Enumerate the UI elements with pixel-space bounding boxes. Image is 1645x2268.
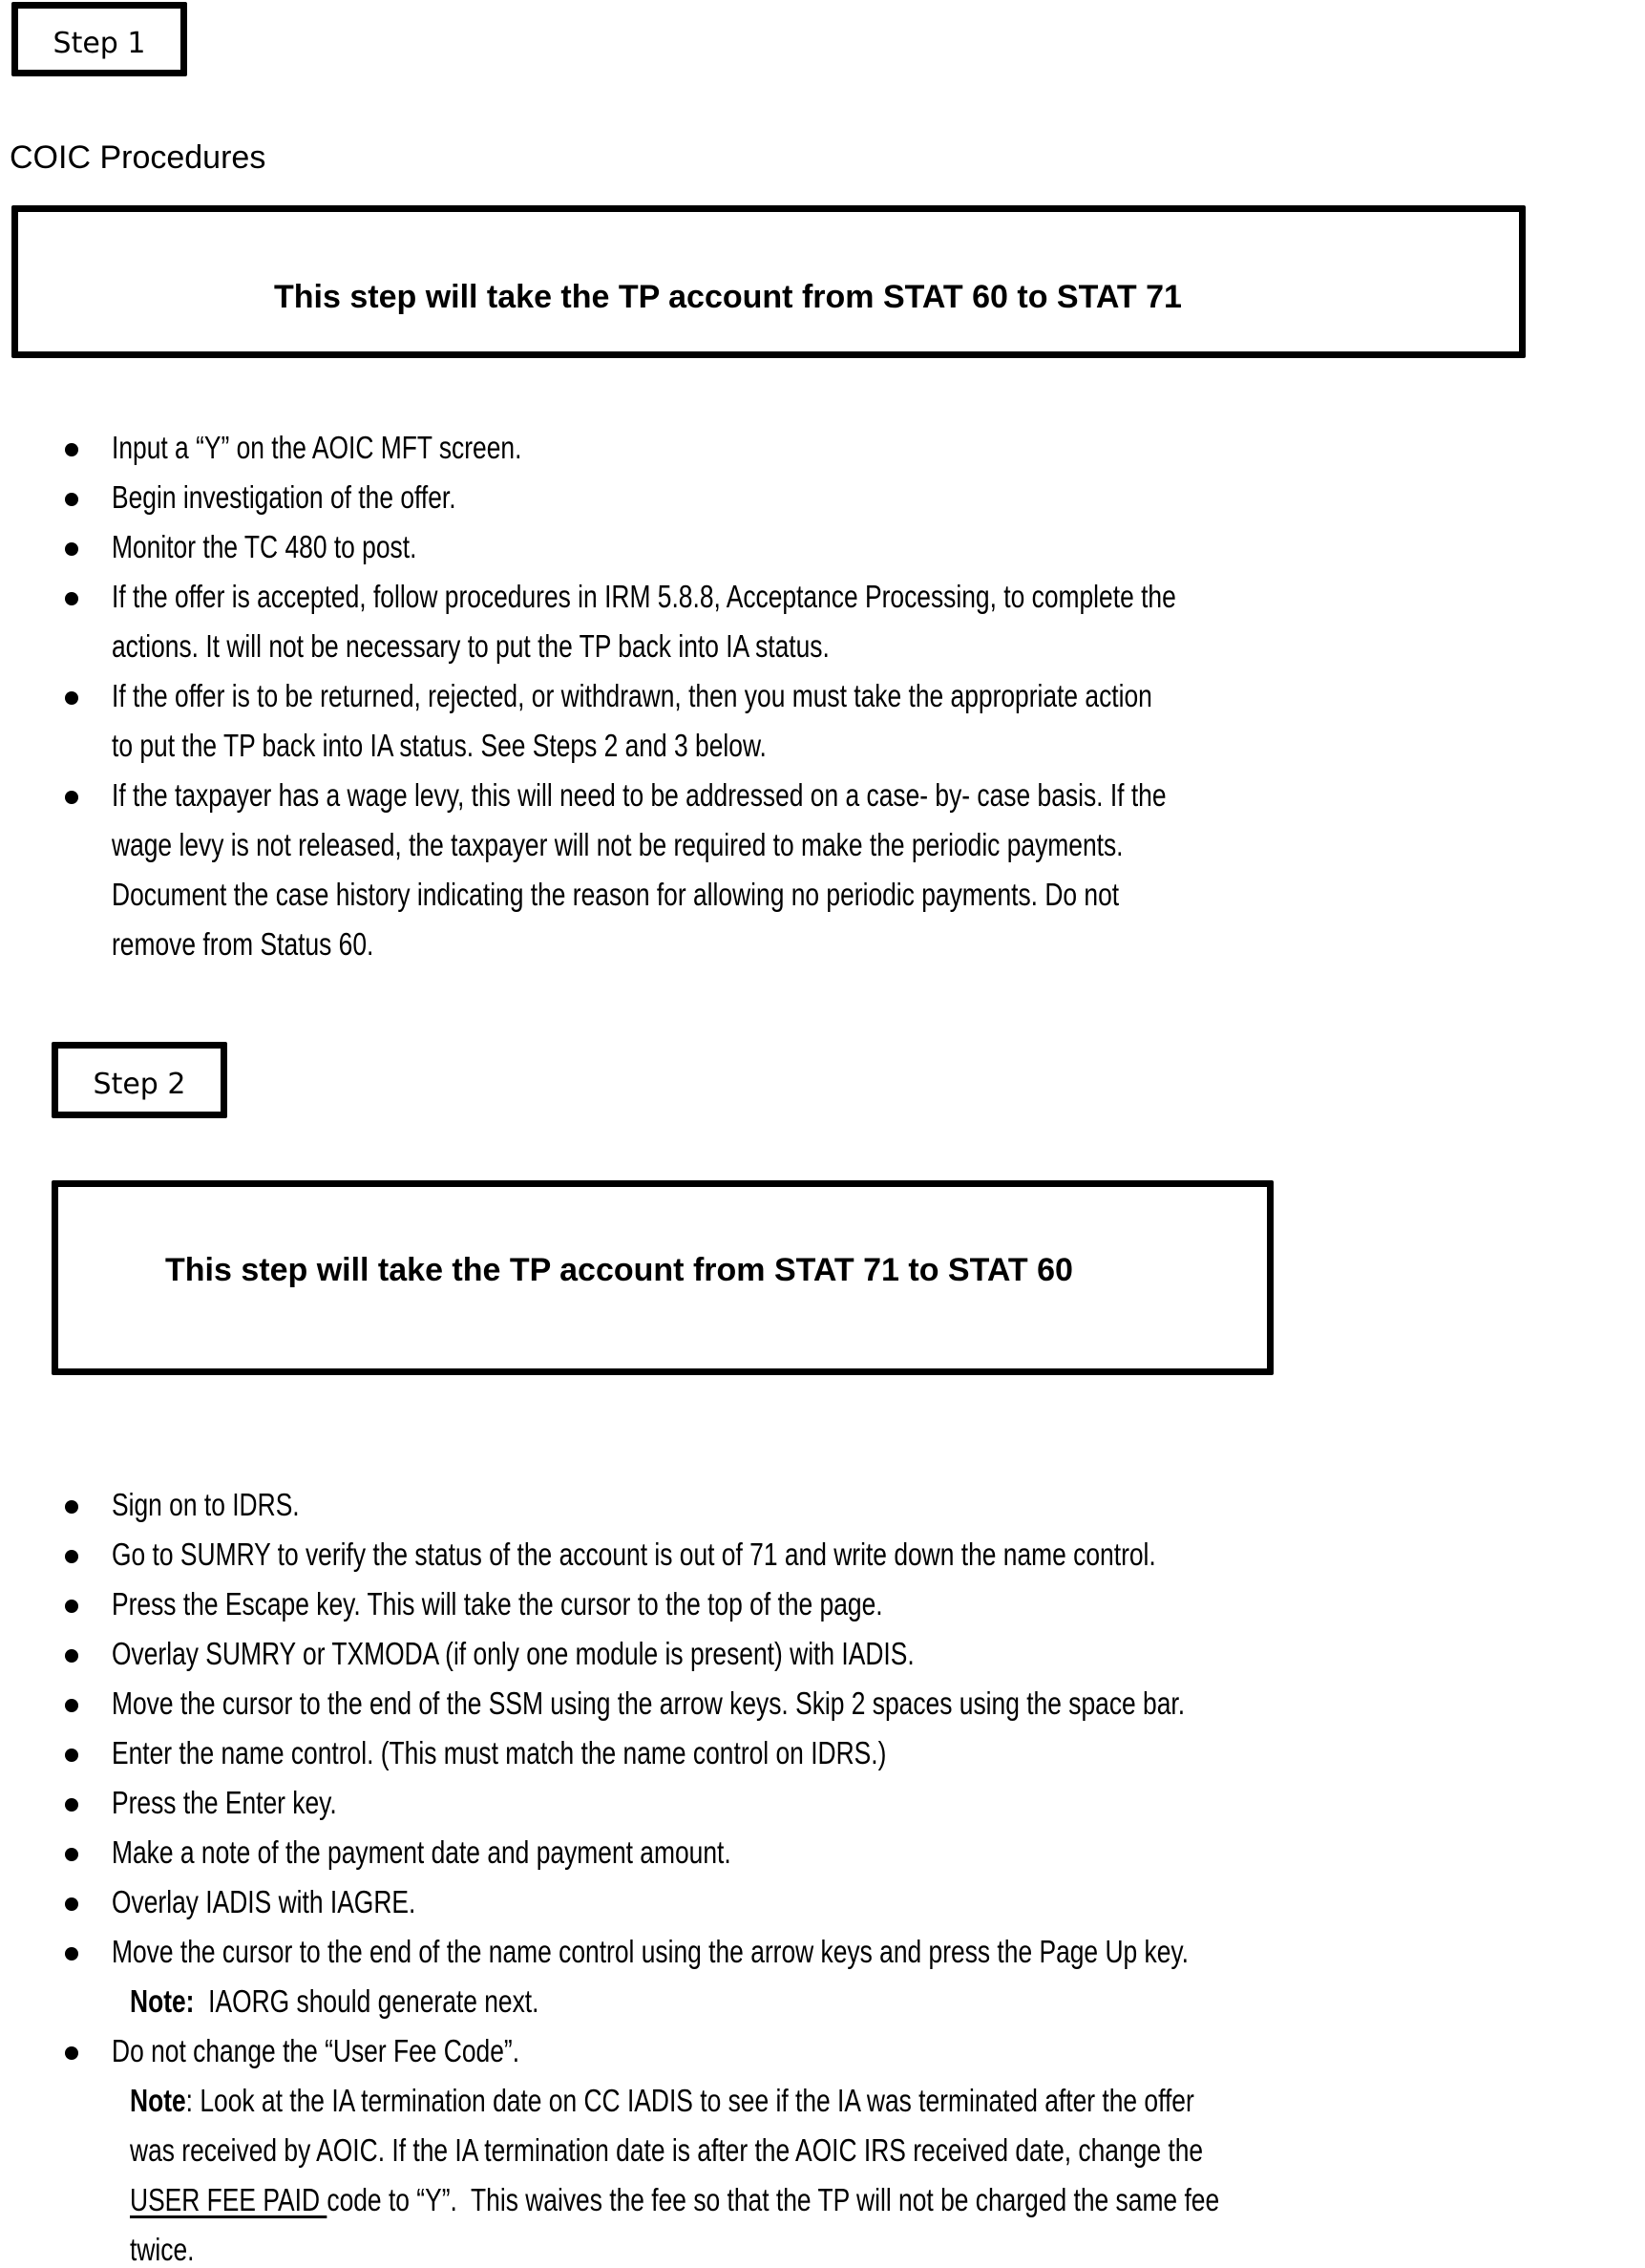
- list-item-text: Input a “Y” on the AOIC MFT screen.: [112, 430, 522, 465]
- bullet-icon: [65, 1550, 78, 1563]
- step-1-banner: [11, 205, 1526, 358]
- step-1-label: [11, 2, 187, 76]
- note-label: Note:: [130, 1983, 195, 2019]
- bullet-icon: [65, 2046, 78, 2060]
- list-item-text: actions. It will not be necessary to put the TP back into IA status.: [112, 628, 830, 664]
- list-item-text: Sign on to IDRS.: [112, 1487, 300, 1522]
- list-item-text: Go to SUMRY to verify the status of the account is out of 71 and write down the name control.: [112, 1537, 1156, 1572]
- bullet-icon: [65, 592, 78, 605]
- fee-note-line: [130, 2182, 1219, 2218]
- bullet-icon: [65, 443, 78, 456]
- fee-note-line: [130, 2083, 1194, 2119]
- list-item-text: Enter the name control. (This must match the name control on IDRS.): [112, 1735, 887, 1770]
- note-text: code to “Y”. This waives the fee so that the TP will not be charged the same fee: [327, 2182, 1220, 2217]
- list-item-text: Press the Enter key.: [112, 1785, 337, 1820]
- bullet-icon: [65, 1749, 78, 1762]
- note-text: : Look at the IA termination date on CC IADIS to see if the IA was terminated after the offer: [185, 2083, 1194, 2118]
- bullet-icon: [65, 1500, 78, 1514]
- fee-note-line: was received by AOIC. If the IA termination date is after the AOIC IRS received date, change the: [130, 2132, 1204, 2168]
- bullet-icon: [65, 1848, 78, 1861]
- list-item-text: Do not change the “User Fee Code”.: [112, 2033, 520, 2068]
- note-label: Note: [130, 2083, 186, 2118]
- bullet-icon: [65, 1600, 78, 1613]
- list-item-text: Make a note of the payment date and payment amount.: [112, 1834, 731, 1870]
- list-item-text: Press the Escape key. This will take the cursor to the top of the page.: [112, 1586, 883, 1622]
- note: [130, 1983, 538, 2020]
- step-2-banner: [52, 1180, 1274, 1375]
- list-item-text: If the offer is accepted, follow procedures in IRM 5.8.8, Acceptance Processing, to complete the: [112, 579, 1176, 614]
- step-1-banner-text: This step will take the TP account from STAT 60 to STAT 71: [274, 279, 1182, 315]
- list-item-text: If the taxpayer has a wage levy, this will need to be addressed on a case- by- case basis. If the: [112, 777, 1167, 813]
- note-text: IAORG should generate next.: [194, 1983, 539, 2019]
- user-fee-paid-underlined: USER FEE PAID: [130, 2182, 327, 2217]
- list-item-text: Monitor the TC 480 to post.: [112, 529, 417, 564]
- bullet-icon: [65, 1947, 78, 1961]
- bullet-icon: [65, 1649, 78, 1663]
- list-item-text: Move the cursor to the end of the SSM using the arrow keys. Skip 2 spaces using the space bar.: [112, 1685, 1186, 1721]
- list-item-text: remove from Status 60.: [112, 926, 374, 962]
- list-item-text: Begin investigation of the offer.: [112, 479, 456, 515]
- bullet-icon: [65, 791, 78, 804]
- step-2-label: [52, 1042, 227, 1118]
- list-item-text: Document the case history indicating the reason for allowing no periodic payments. Do not: [112, 877, 1120, 912]
- section-title: COIC Procedures: [10, 139, 266, 176]
- step-2-label-text: Step 2: [93, 1067, 186, 1101]
- bullet-icon: [65, 1699, 78, 1712]
- fee-note-line: twice.: [130, 2232, 195, 2267]
- bullet-icon: [65, 1798, 78, 1812]
- bullet-icon: [65, 691, 78, 705]
- bullet-icon: [65, 542, 78, 556]
- list-item-text: Overlay IADIS with IAGRE.: [112, 1884, 416, 1919]
- list-item-text: If the offer is to be returned, rejected, or withdrawn, then you must take the appropriate action: [112, 678, 1152, 713]
- list-item-text: Overlay SUMRY or TXMODA (if only one module is present) with IADIS.: [112, 1636, 915, 1671]
- list-item-text: wage levy is not released, the taxpayer will not be required to make the periodic payments.: [112, 827, 1124, 862]
- list-item-text: Move the cursor to the end of the name control using the arrow keys and press the Page Up key.: [112, 1934, 1189, 1969]
- bullet-icon: [65, 1897, 78, 1911]
- list-item-text: to put the TP back into IA status. See Steps 2 and 3 below.: [112, 728, 767, 763]
- step-1-label-text: Step 1: [53, 26, 146, 60]
- bullet-icon: [65, 493, 78, 506]
- step-2-banner-text: This step will take the TP account from STAT 71 to STAT 60: [165, 1252, 1073, 1288]
